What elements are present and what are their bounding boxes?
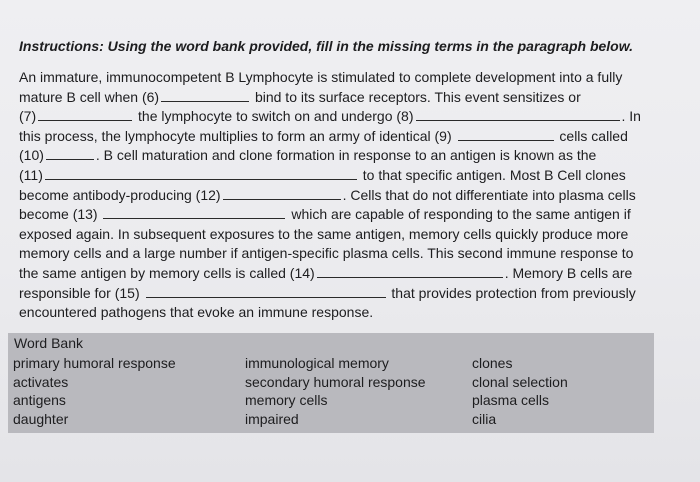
paragraph-line — [19, 146, 659, 166]
word-bank-term: activates — [13, 373, 69, 390]
word-bank-term: plasma cells — [472, 392, 550, 408]
paragraph-text: (7) — [19, 108, 37, 125]
paragraph-text: . Memory B cells are — [504, 264, 633, 281]
blank-14[interactable] — [317, 264, 503, 278]
paragraph-line — [19, 88, 659, 108]
paragraph-text: to that specific antigen. Most B Cell clones — [362, 166, 626, 183]
word-bank-term: clonal selection — [472, 373, 568, 390]
paragraph-text: become antibody-producing (12) — [19, 186, 221, 203]
blank-6[interactable] — [161, 88, 249, 102]
word-bank-term: primary humoral response — [13, 355, 176, 371]
blank-12[interactable] — [223, 186, 341, 200]
paragraph-text: (11) — [19, 166, 43, 183]
paragraph-line — [19, 284, 659, 304]
paragraph-text: exposed again. In subsequent exposures to the same antigen, memory cells quickly produce more — [19, 225, 629, 242]
word-bank-column — [245, 354, 426, 428]
paragraph-text: this process, the lymphocyte multiplies to form an army of identical (9) — [19, 127, 452, 144]
paragraph-line — [19, 166, 659, 186]
blank-15[interactable] — [146, 284, 386, 298]
blank-7[interactable] — [38, 107, 132, 121]
word-bank-term: antigens — [13, 392, 66, 408]
blank-11[interactable] — [45, 166, 357, 180]
blank-9[interactable] — [458, 127, 554, 141]
paragraph-text: (10) — [19, 147, 44, 164]
word-bank-title: Word Bank — [14, 335, 83, 351]
word-bank-term: immunological memory — [245, 355, 389, 371]
paragraph-text: become (13) — [19, 206, 98, 223]
word-bank-term: memory cells — [245, 392, 328, 408]
paragraph-text: memory cells and a large number if antigen-specific plasma cells. This second immune response to — [19, 245, 634, 262]
paragraph-line — [19, 244, 659, 264]
paragraph-line — [19, 264, 659, 284]
paragraph-text: . In — [621, 108, 641, 125]
paragraph-text: cells called — [559, 127, 628, 144]
paragraph-text: . Cells that do not differentiate into plasma cells — [342, 186, 636, 203]
blank-8[interactable] — [416, 107, 620, 121]
paragraph-text: the lymphocyte to switch on and undergo (8) — [138, 108, 414, 125]
paragraph-line — [19, 68, 659, 88]
instructions-heading: Instructions: Using the word bank provided, fill in the missing terms in the paragraph below. — [19, 38, 633, 54]
paragraph-text: bind to its surface receptors. This event sensitizes or — [254, 88, 581, 105]
paragraph-text: which are capable of responding to the same antigen if — [291, 206, 631, 223]
paragraph-text: An immature, immunocompetent B Lymphocyte is stimulated to complete development into a fully — [19, 69, 623, 85]
paragraph-text: mature B cell when (6) — [19, 88, 160, 105]
paragraph-text: responsible for (15) — [19, 284, 140, 301]
word-bank — [8, 333, 654, 433]
word-bank-term: daughter — [13, 410, 69, 427]
word-bank-term: secondary humoral response — [245, 373, 426, 390]
blank-13[interactable] — [103, 205, 285, 219]
blank-10[interactable] — [46, 146, 94, 160]
paragraph-text: . B cell maturation and clone formation in response to an antigen is known as the — [95, 147, 597, 164]
paragraph-line — [19, 225, 659, 245]
paragraph-line — [19, 186, 659, 206]
paragraph-line — [19, 127, 659, 147]
paragraph-line — [19, 303, 659, 323]
fill-in-paragraph — [19, 68, 659, 323]
paragraph-text: that provides protection from previously — [391, 284, 636, 301]
paragraph-line — [19, 107, 659, 127]
word-bank-term: impaired — [245, 410, 299, 427]
word-bank-column — [472, 354, 568, 428]
paragraph-line — [19, 205, 659, 225]
paragraph-text: encountered pathogens that evoke an immune response. — [19, 304, 374, 321]
paragraph-text: the same antigen by memory cells is called (14) — [19, 264, 315, 281]
word-bank-term: cilia — [472, 410, 497, 427]
word-bank-column — [13, 354, 176, 428]
word-bank-term: clones — [472, 355, 513, 371]
